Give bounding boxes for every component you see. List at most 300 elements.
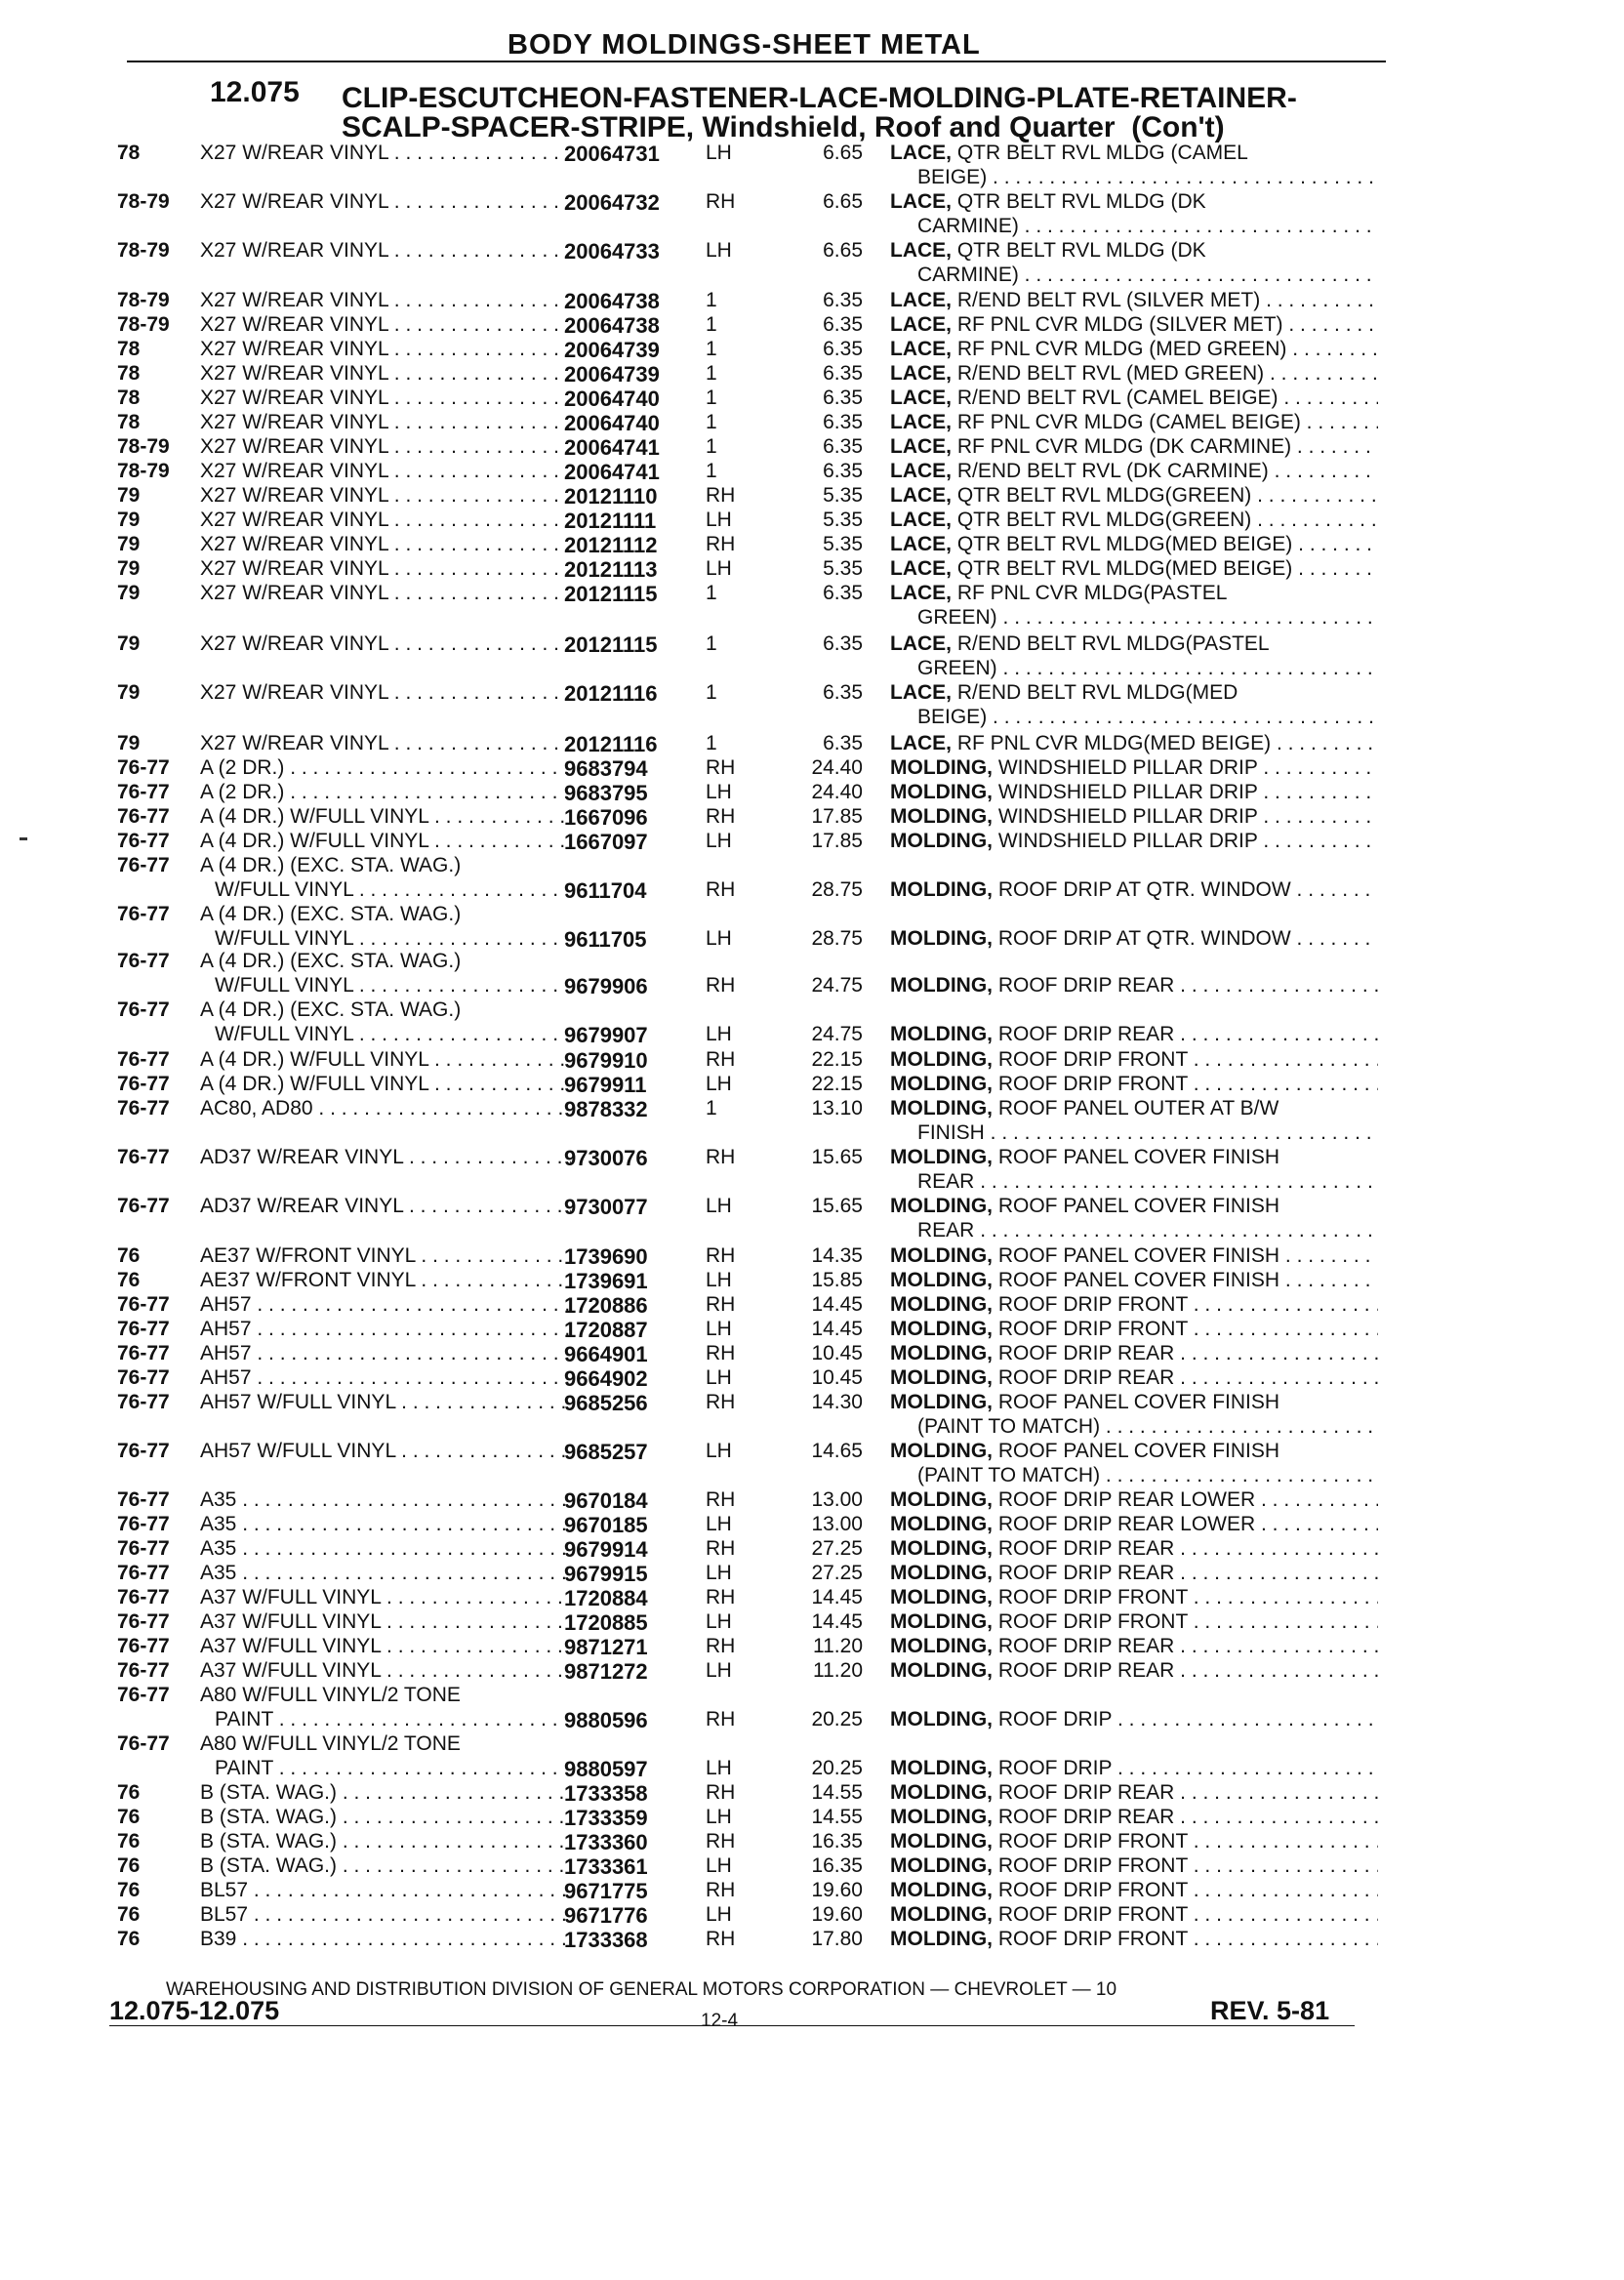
model: X27 W/REAR VINYL . . .	[200, 387, 571, 410]
part-row	[0, 632, 1624, 681]
description	[890, 1146, 1378, 1169]
price: 6.35	[823, 411, 863, 433]
side: LH	[706, 1023, 732, 1045]
section-continued: (Con't)	[1131, 111, 1225, 143]
part-number: 20121111	[564, 509, 657, 533]
side: 1	[706, 362, 717, 385]
description-keyword: MOLDING,	[890, 1097, 993, 1120]
price: 14.45	[811, 1586, 863, 1608]
price: 22.15	[811, 1073, 863, 1095]
description	[890, 1903, 1378, 1927]
description-keyword: MOLDING,	[890, 1048, 993, 1071]
price: 17.85	[811, 805, 863, 828]
part-number: 1667096	[564, 805, 648, 830]
side: 1	[706, 582, 717, 604]
price: 6.35	[823, 289, 863, 311]
model: X27 W/REAR VINYL . . .	[200, 460, 571, 483]
description-text: ROOF DRIP REAR	[997, 1806, 1175, 1828]
description	[890, 387, 1378, 410]
price: 24.40	[811, 756, 863, 779]
part-number: 9685257	[564, 1440, 648, 1464]
description	[890, 1318, 1378, 1341]
price: 17.80	[811, 1928, 863, 1950]
description-keyword: MOLDING,	[890, 1244, 993, 1267]
description-keyword: LACE,	[890, 338, 952, 360]
side: LH	[706, 1513, 732, 1535]
description-keyword: MOLDING,	[890, 1342, 993, 1364]
part-number: 9679906	[564, 974, 648, 998]
description-text: QTR BELT RVL MLDG (DK	[956, 190, 1206, 213]
description-keyword: MOLDING,	[890, 1757, 993, 1779]
description-keyword: LACE,	[890, 509, 952, 531]
description-text: ROOF DRIP FRONT	[997, 1293, 1188, 1316]
description-keyword: MOLDING,	[890, 1488, 993, 1511]
side: RH	[706, 805, 736, 828]
model-continued: PAINT . . .	[215, 1757, 571, 1780]
model-year: 79	[117, 509, 141, 531]
model-year: 76-77	[117, 830, 170, 852]
model: A (4 DR.) W/FULL VINYL . . .	[200, 830, 571, 853]
side: RH	[706, 1928, 736, 1950]
part-row	[0, 903, 1624, 952]
description-text: QTR BELT RVL MLDG(MED BEIGE)	[956, 533, 1293, 555]
description-keyword: MOLDING,	[890, 1366, 993, 1389]
model-year: 76-77	[117, 781, 170, 803]
side: 1	[706, 460, 717, 482]
side: RH	[706, 1146, 736, 1168]
model-continued: PAINT . . .	[215, 1708, 571, 1731]
model: AH57 W/FULL VINYL . . .	[200, 1391, 571, 1414]
side: LH	[706, 1659, 732, 1682]
model: AH57 W/FULL VINYL . . .	[200, 1440, 571, 1463]
model-year: 76-77	[117, 1610, 170, 1633]
description	[890, 805, 1378, 829]
part-number: 9664901	[564, 1342, 648, 1366]
side: 1	[706, 435, 717, 458]
description-text: RF PNL CVR MLDG (DK CARMINE)	[956, 435, 1292, 458]
description-keyword: LACE,	[890, 582, 952, 604]
model-continued: W/FULL VINYL . . .	[215, 927, 571, 951]
model-year: 76-77	[117, 1073, 170, 1095]
description	[890, 1830, 1378, 1853]
model: X27 W/REAR VINYL . . .	[200, 411, 571, 434]
side: RH	[706, 484, 736, 507]
footer-revision: REV. 5-81	[1210, 1996, 1330, 2025]
description	[890, 142, 1378, 165]
description-continued: CARMINE) . . .	[917, 264, 1378, 287]
price: 28.75	[811, 878, 863, 901]
description-keyword: LACE,	[890, 533, 952, 555]
part-row	[0, 1928, 1624, 1976]
price: 6.65	[823, 190, 863, 213]
part-number: 9871271	[564, 1635, 648, 1659]
description-text: RF PNL CVR MLDG (MED GREEN)	[956, 338, 1287, 360]
price: 14.45	[811, 1610, 863, 1633]
description	[890, 1537, 1378, 1561]
model-year: 76	[117, 1830, 141, 1852]
model: A (4 DR.) W/FULL VINYL . . .	[200, 805, 571, 829]
description-keyword: MOLDING,	[890, 805, 993, 828]
side: 1	[706, 732, 717, 754]
side: RH	[706, 1342, 736, 1364]
price: 19.60	[811, 1879, 863, 1901]
description-keyword: LACE,	[890, 362, 952, 385]
model-year: 78-79	[117, 190, 170, 213]
part-row	[0, 998, 1624, 1047]
description	[890, 239, 1378, 263]
price: 6.35	[823, 338, 863, 360]
price: 15.65	[811, 1146, 863, 1168]
part-number: 9683795	[564, 781, 648, 805]
model-year: 79	[117, 557, 141, 580]
model: X27 W/REAR VINYL . . .	[200, 484, 571, 508]
price: 20.25	[811, 1757, 863, 1779]
part-number: 20121116	[564, 681, 658, 706]
side: LH	[706, 557, 732, 580]
description	[890, 1195, 1378, 1218]
side: RH	[706, 1537, 736, 1560]
part-number: 1720887	[564, 1318, 648, 1342]
model-continued: W/FULL VINYL . . .	[215, 1023, 571, 1046]
part-number: 1733368	[564, 1928, 648, 1952]
part-number: 20064738	[564, 313, 660, 338]
description-keyword: MOLDING,	[890, 927, 993, 950]
description-keyword: MOLDING,	[890, 1293, 993, 1316]
part-number: 20064733	[564, 239, 660, 264]
side: LH	[706, 781, 732, 803]
description-keyword: MOLDING,	[890, 878, 993, 901]
model: X27 W/REAR VINYL . . .	[200, 632, 571, 656]
description-text: WINDSHIELD PILLAR DRIP	[997, 805, 1258, 828]
description-text: ROOF DRIP REAR	[997, 1342, 1175, 1364]
description-keyword: MOLDING,	[890, 1928, 993, 1950]
page-title: BODY MOLDINGS-SHEET METAL	[508, 29, 981, 61]
part-number: 9871272	[564, 1659, 648, 1684]
side: LH	[706, 1903, 732, 1926]
model-year: 76	[117, 1781, 141, 1804]
description	[890, 878, 1378, 902]
model-year: 79	[117, 632, 141, 655]
model: B (STA. WAG.) . . .	[200, 1806, 571, 1829]
model: X27 W/REAR VINYL . . .	[200, 681, 571, 705]
description-text: WINDSHIELD PILLAR DRIP	[997, 756, 1258, 779]
model: AH57 . . .	[200, 1366, 571, 1390]
description-text: RF PNL CVR MLDG(MED BEIGE)	[956, 732, 1272, 754]
description-text: ROOF DRIP REAR	[997, 974, 1175, 997]
description-text: ROOF PANEL COVER FINISH	[997, 1269, 1280, 1291]
description	[890, 1708, 1378, 1731]
description-keyword: MOLDING,	[890, 756, 993, 779]
part-number: 1733360	[564, 1830, 648, 1854]
price: 15.85	[811, 1269, 863, 1291]
description-keyword: MOLDING,	[890, 1830, 993, 1852]
section-title-line1: CLIP-ESCUTCHEON-FASTENER-LACE-MOLDING-PLATE-RETAINER-	[342, 82, 1297, 114]
description-text: ROOF DRIP AT QTR. WINDOW	[997, 878, 1291, 901]
side: RH	[706, 1830, 736, 1852]
description	[890, 1342, 1378, 1365]
part-number: 20121116	[564, 732, 658, 756]
part-row	[0, 1391, 1624, 1440]
model-year: 78	[117, 362, 141, 385]
model-year: 76-77	[117, 950, 170, 972]
model: AC80, AD80 . . .	[200, 1097, 571, 1120]
part-number: 20121115	[564, 632, 658, 657]
price: 10.45	[811, 1366, 863, 1389]
price: 28.75	[811, 927, 863, 950]
description	[890, 557, 1378, 581]
description-text: ROOF DRIP FRONT	[997, 1903, 1188, 1926]
side: LH	[706, 509, 732, 531]
price: 10.45	[811, 1342, 863, 1364]
side: RH	[706, 1879, 736, 1901]
model-year: 76	[117, 1928, 141, 1950]
description-text: ROOF DRIP REAR	[997, 1366, 1175, 1389]
description-text: R/END BELT RVL MLDG(MED	[956, 681, 1238, 704]
description-keyword: MOLDING,	[890, 1781, 993, 1804]
description-text: ROOF DRIP FRONT	[997, 1586, 1188, 1608]
model: A (4 DR.) (EXC. STA. WAG.)	[200, 903, 462, 925]
description	[890, 1854, 1378, 1878]
side: 1	[706, 411, 717, 433]
description	[890, 509, 1378, 532]
model: X27 W/REAR VINYL . . .	[200, 509, 571, 532]
model: A37 W/FULL VINYL . . .	[200, 1610, 571, 1634]
description-keyword: LACE,	[890, 557, 952, 580]
side: 1	[706, 387, 717, 409]
description-text: ROOF DRIP REAR	[997, 1537, 1175, 1560]
price: 24.75	[811, 974, 863, 997]
price: 17.85	[811, 830, 863, 852]
price: 13.00	[811, 1513, 863, 1535]
model: BL57 . . .	[200, 1903, 571, 1927]
description	[890, 1023, 1378, 1046]
price: 6.35	[823, 632, 863, 655]
part-number: 20064740	[564, 411, 660, 435]
part-number: 1667097	[564, 830, 648, 854]
description	[890, 362, 1378, 386]
side: RH	[706, 878, 736, 901]
footer-range: 12.075-12.075	[109, 1996, 280, 2025]
description-keyword: LACE,	[890, 239, 952, 262]
description-text: ROOF DRIP FRONT	[997, 1610, 1188, 1633]
model: A35 . . .	[200, 1513, 571, 1536]
model: AE37 W/FRONT VINYL . . .	[200, 1244, 571, 1268]
model: A37 W/FULL VINYL . . .	[200, 1586, 571, 1609]
description-continued: (PAINT TO MATCH) . . .	[917, 1464, 1378, 1487]
description-text: ROOF DRIP REAR	[997, 1562, 1175, 1584]
side: RH	[706, 974, 736, 997]
description-keyword: MOLDING,	[890, 1708, 993, 1730]
part-number: 9611705	[564, 927, 647, 952]
model-year: 78-79	[117, 289, 170, 311]
side: LH	[706, 830, 732, 852]
description	[890, 289, 1378, 312]
model-year: 76	[117, 1269, 141, 1291]
model: X27 W/REAR VINYL . . .	[200, 362, 571, 386]
model: B (STA. WAG.) . . .	[200, 1830, 571, 1853]
description	[890, 1048, 1378, 1072]
model: X27 W/REAR VINYL . . .	[200, 557, 571, 581]
model: AD37 W/REAR VINYL . . .	[200, 1195, 571, 1218]
model-year: 76	[117, 1806, 141, 1828]
model-year: 76-77	[117, 1488, 170, 1511]
description-text: ROOF DRIP FRONT	[997, 1879, 1188, 1901]
description-continued: CARMINE) . . .	[917, 215, 1378, 238]
description-keyword: MOLDING,	[890, 1073, 993, 1095]
price: 14.30	[811, 1391, 863, 1413]
part-number: 20064738	[564, 289, 660, 313]
side: RH	[706, 1391, 736, 1413]
part-number: 9730077	[564, 1195, 648, 1219]
description-continued: BEIGE) . . .	[917, 706, 1378, 729]
price: 16.35	[811, 1830, 863, 1852]
description-keyword: MOLDING,	[890, 1146, 993, 1168]
side: LH	[706, 1562, 732, 1584]
model-year: 76-77	[117, 1659, 170, 1682]
description-text: QTR BELT RVL MLDG(GREEN)	[956, 509, 1252, 531]
part-number: 9671776	[564, 1903, 648, 1928]
description-text: ROOF PANEL COVER FINISH	[997, 1146, 1280, 1168]
description-keyword: LACE,	[890, 435, 952, 458]
description-keyword: MOLDING,	[890, 1806, 993, 1828]
part-number: 1739691	[564, 1269, 648, 1293]
price: 20.25	[811, 1708, 863, 1730]
part-number: 1733358	[564, 1781, 648, 1806]
description-keyword: LACE,	[890, 190, 952, 213]
side: LH	[706, 1440, 732, 1462]
part-number: 9679915	[564, 1562, 648, 1586]
description	[890, 533, 1378, 556]
side: LH	[706, 1854, 732, 1877]
price: 15.65	[811, 1195, 863, 1217]
description-text: ROOF DRIP REAR	[997, 1635, 1175, 1657]
model: B (STA. WAG.) . . .	[200, 1854, 571, 1878]
part-number: 20121115	[564, 582, 658, 606]
description	[890, 1269, 1378, 1292]
description-keyword: LACE,	[890, 313, 952, 336]
description-keyword: MOLDING,	[890, 781, 993, 803]
description	[890, 1244, 1378, 1268]
model-year: 76	[117, 1244, 141, 1267]
price: 27.25	[811, 1562, 863, 1584]
section-title-line2-text: SCALP-SPACER-STRIPE, Windshield, Roof and Quarter	[342, 111, 1116, 143]
description-text: ROOF PANEL COVER FINISH	[997, 1195, 1280, 1217]
part-number: 20121112	[564, 533, 658, 557]
part-number: 9685256	[564, 1391, 648, 1415]
model-year: 78	[117, 411, 141, 433]
model-year: 76-77	[117, 1318, 170, 1340]
side: RH	[706, 1586, 736, 1608]
model-year: 76-77	[117, 903, 170, 925]
part-row	[0, 1146, 1624, 1195]
description	[890, 190, 1378, 214]
description	[890, 313, 1378, 337]
model-year: 76-77	[117, 1097, 170, 1120]
model-year: 79	[117, 533, 141, 555]
part-row	[0, 681, 1624, 730]
model: AH57 . . .	[200, 1293, 571, 1317]
price: 13.00	[811, 1488, 863, 1511]
model: X27 W/REAR VINYL . . .	[200, 533, 571, 556]
description-text: ROOF DRIP FRONT	[997, 1854, 1188, 1877]
model: A35 . . .	[200, 1562, 571, 1585]
part-number: 9611704	[564, 878, 647, 903]
model-year: 76-77	[117, 1684, 170, 1706]
model-year: 76-77	[117, 756, 170, 779]
description-keyword: MOLDING,	[890, 1318, 993, 1340]
description	[890, 338, 1378, 361]
description	[890, 1610, 1378, 1634]
price: 6.35	[823, 732, 863, 754]
model: A80 W/FULL VINYL/2 TONE	[200, 1684, 461, 1706]
price: 14.35	[811, 1244, 863, 1267]
description-keyword: MOLDING,	[890, 1391, 993, 1413]
side: RH	[706, 756, 736, 779]
price: 6.65	[823, 142, 863, 164]
description-keyword: MOLDING,	[890, 1610, 993, 1633]
description	[890, 460, 1378, 483]
model: A (4 DR.) W/FULL VINYL . . .	[200, 1073, 571, 1096]
part-number: 20121113	[564, 557, 658, 582]
model-year: 76	[117, 1854, 141, 1877]
part-row	[0, 1684, 1624, 1732]
description-continued: GREEN) . . .	[917, 657, 1378, 680]
model: AE37 W/FRONT VINYL . . .	[200, 1269, 571, 1292]
part-number: 9670184	[564, 1488, 648, 1513]
part-number: 1720884	[564, 1586, 648, 1610]
model-year: 76-77	[117, 1732, 170, 1755]
part-number: 9664902	[564, 1366, 648, 1391]
description	[890, 1073, 1378, 1096]
model-year: 76-77	[117, 1391, 170, 1413]
description-text: ROOF PANEL COVER FINISH	[997, 1391, 1280, 1413]
part-number: 9730076	[564, 1146, 648, 1170]
model-year: 76-77	[117, 998, 170, 1021]
side: LH	[706, 1366, 732, 1389]
part-number: 1720886	[564, 1293, 648, 1318]
section-number: 12.075	[210, 76, 300, 108]
model-year: 76-77	[117, 1048, 170, 1071]
description-text: ROOF DRIP REAR	[997, 1781, 1175, 1804]
price: 5.35	[823, 557, 863, 580]
part-number: 1739690	[564, 1244, 648, 1269]
price: 6.35	[823, 362, 863, 385]
part-row	[0, 582, 1624, 631]
description-keyword: MOLDING,	[890, 1195, 993, 1217]
description-keyword: MOLDING,	[890, 1854, 993, 1877]
price: 22.15	[811, 1048, 863, 1071]
part-row	[0, 854, 1624, 903]
description-text: ROOF DRIP AT QTR. WINDOW	[997, 927, 1291, 950]
price: 24.75	[811, 1023, 863, 1045]
part-number: 1733359	[564, 1806, 648, 1830]
model-year: 78-79	[117, 435, 170, 458]
model-year: 78	[117, 142, 141, 164]
model: A (4 DR.) (EXC. STA. WAG.)	[200, 950, 462, 972]
description-continued: REAR . . .	[917, 1219, 1378, 1242]
model: X27 W/REAR VINYL . . .	[200, 582, 571, 605]
description	[890, 1293, 1378, 1317]
model-year: 76-77	[117, 1635, 170, 1657]
description-text: R/END BELT RVL (CAMEL BEIGE)	[956, 387, 1279, 409]
model-year: 76	[117, 1879, 141, 1901]
part-number: 9878332	[564, 1097, 648, 1121]
part-number: 9671775	[564, 1879, 648, 1903]
part-row	[0, 1732, 1624, 1781]
description-text: ROOF DRIP	[997, 1708, 1113, 1730]
description	[890, 1757, 1378, 1780]
part-row	[0, 142, 1624, 190]
